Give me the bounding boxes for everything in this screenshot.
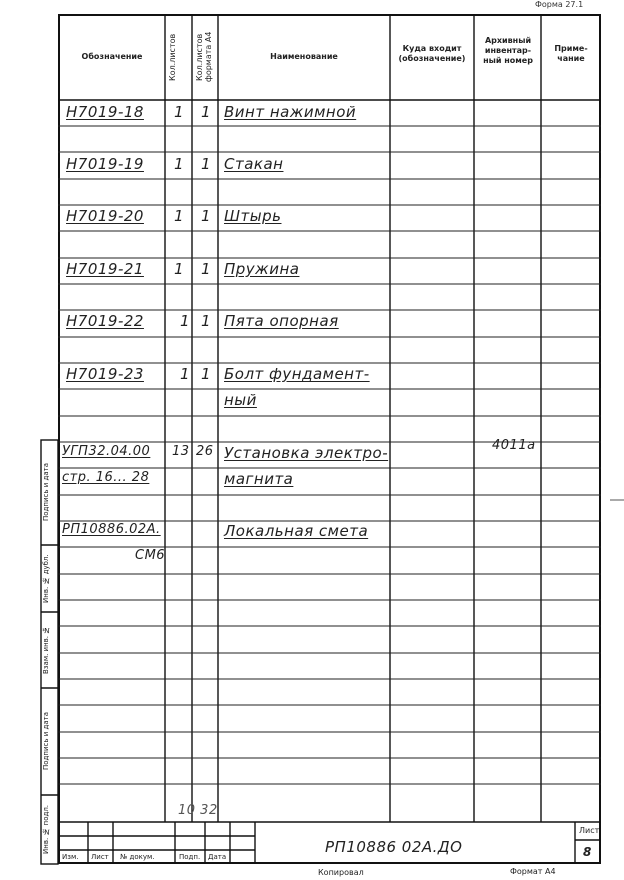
row-sheets: 1 [180, 312, 191, 330]
header-a4-format: Кол.листов формата А4 [195, 31, 213, 83]
row-name: Пружина [224, 260, 300, 278]
form-label: Форма 27.1 [535, 0, 584, 9]
row-name: Пята опорная [224, 312, 339, 330]
row-name-continued: ный [224, 391, 257, 409]
row-name-continued: магнита [224, 470, 294, 488]
stamp-sheet-number: 8 [583, 845, 592, 859]
row-sheets: 1 [174, 207, 185, 225]
row-designation: Н7019-18 [66, 103, 144, 121]
row-name: Штырь [224, 207, 282, 225]
row-name: Стакан [224, 155, 284, 173]
stamp-col-sign: Подп. [179, 853, 201, 861]
row-designation: Н7019-23 [66, 365, 144, 383]
side-label-signature-date: Подпись и дата [42, 712, 50, 771]
row-sheets: 1 [174, 155, 185, 173]
stamp-col-doc: № докум. [120, 853, 155, 861]
row-sheets: 1 [174, 103, 185, 121]
row-designation: Н7019-19 [66, 155, 144, 173]
side-label-signature-date-2: Подпись и дата [42, 463, 50, 522]
row-name: Болт фундамент- [224, 365, 370, 383]
row-designation: Н7019-20 [66, 207, 144, 225]
row-name: Локальная смета [224, 522, 369, 540]
stamp-format: Формат А4 [510, 867, 556, 876]
header-where-used: Куда входит (обозначение) [398, 44, 466, 63]
row-sheets: 1 [174, 260, 185, 278]
stamp-handwritten-mark: 10 32 [178, 803, 218, 818]
stamp-col-sheet: Лист [91, 853, 109, 861]
stamp-col-change: Изм. [62, 853, 79, 861]
row-a4: 1 [201, 103, 212, 121]
header-note: Приме-чание [554, 44, 588, 63]
row-a4: 1 [201, 260, 212, 278]
row-sheets: 1 [180, 365, 191, 383]
row-a4: 1 [201, 312, 212, 330]
side-label-replace-inv: Взам. инв. № [42, 625, 50, 675]
header-sheets-count: Кол.листов [168, 33, 177, 81]
row-sheets: 13 [172, 444, 190, 459]
row-designation: Н7019-22 [66, 312, 144, 330]
stamp-document-code: РП10886 02А.ДО [325, 838, 463, 856]
row-designation-continued: СМ6 [135, 548, 166, 563]
side-label-inv-duplicate: Инв. № дубл. [42, 554, 50, 603]
row-designation: РП10886.02А. [62, 522, 161, 537]
header-name: Наименование [270, 52, 338, 61]
row-designation-continued: стр. 16... 28 [62, 470, 150, 485]
row-a4: 1 [201, 155, 212, 173]
row-archive: 4011а [492, 438, 536, 453]
stamp-col-date: Дата [208, 853, 227, 861]
row-name: Винт нажимной [224, 103, 357, 121]
stamp-copied: Копировал [318, 868, 364, 877]
row-designation: Н7019-21 [66, 260, 144, 278]
row-a4: 1 [201, 365, 212, 383]
header-designation: Обозначение [81, 52, 143, 61]
row-a4: 26 [196, 444, 214, 459]
row-name: Установка электро- [224, 444, 389, 462]
row-a4: 1 [201, 207, 212, 225]
header-archive: Архивный инвентар-ный номер [483, 36, 533, 65]
side-label-inv-original: Инв. № подл. [42, 805, 50, 855]
stamp-sheet-label: Лист [579, 826, 600, 835]
row-designation: УГП32.04.00 [62, 444, 151, 459]
